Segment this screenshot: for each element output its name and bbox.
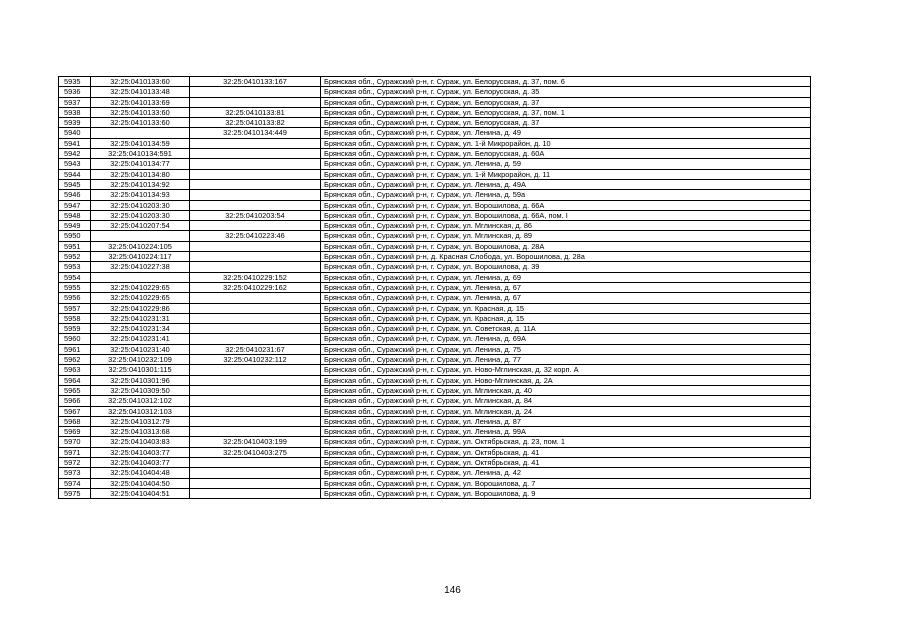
row-number-cell: 5954 (59, 272, 91, 282)
related-cadastral-number-cell: 32:25:0410133:82 (190, 118, 321, 128)
address-cell: Брянская обл., Суражский р-н, г. Сураж, ул. Ленина, д. 59а (321, 190, 811, 200)
address-cell: Брянская обл., Суражский р-н, г. Сураж, ул. Мглинская, д. 89 (321, 231, 811, 241)
table-row (59, 190, 811, 200)
related-cadastral-number-cell (190, 406, 321, 416)
table-row (59, 437, 811, 447)
related-cadastral-number-cell (190, 365, 321, 375)
row-number-cell: 5969 (59, 427, 91, 437)
registry-table (58, 76, 811, 499)
cadastral-number-cell (91, 128, 190, 138)
related-cadastral-number-cell: 32:25:0410229:162 (190, 282, 321, 292)
related-cadastral-number-cell (190, 478, 321, 488)
cadastral-number-cell: 32:25:0410224:117 (91, 252, 190, 262)
row-number-cell: 5940 (59, 128, 91, 138)
address-cell: Брянская обл., Суражский р-н, г. Сураж, ул. Ленина, д. 75 (321, 344, 811, 354)
row-number-cell: 5949 (59, 221, 91, 231)
related-cadastral-number-cell: 32:25:0410231:67 (190, 344, 321, 354)
table-row (59, 344, 811, 354)
related-cadastral-number-cell (190, 324, 321, 334)
related-cadastral-number-cell: 32:25:0410133:81 (190, 107, 321, 117)
address-cell: Брянская обл., Суражский р-н, г. Сураж, ул. 1-й Микрорайон, д. 10 (321, 138, 811, 148)
related-cadastral-number-cell (190, 488, 321, 498)
cadastral-number-cell: 32:25:0410312:103 (91, 406, 190, 416)
cadastral-number-cell: 32:25:0410203:30 (91, 210, 190, 220)
cadastral-number-cell: 32:25:0410134:93 (91, 190, 190, 200)
related-cadastral-number-cell (190, 457, 321, 467)
row-number-cell: 5973 (59, 468, 91, 478)
related-cadastral-number-cell (190, 375, 321, 385)
row-number-cell: 5957 (59, 303, 91, 313)
address-cell: Брянская обл., Суражский р-н, г. Сураж, ул. Ленина, д. 87 (321, 416, 811, 426)
cadastral-number-cell: 32:25:0410231:41 (91, 334, 190, 344)
address-cell: Брянская обл., Суражский р-н, г. Сураж, ул. Ново-Мглинская, д. 32 корп. А (321, 365, 811, 375)
address-cell: Брянская обл., Суражский р-н, г. Сураж, ул. Ленина, д. 67 (321, 282, 811, 292)
table-row (59, 210, 811, 220)
table-row (59, 272, 811, 282)
table-row (59, 406, 811, 416)
table-row (59, 396, 811, 406)
address-cell: Брянская обл., Суражский р-н, г. Сураж, ул. Ленина, д. 99А (321, 427, 811, 437)
address-cell: Брянская обл., Суражский р-н, г. Сураж, ул. Красная, д. 15 (321, 303, 811, 313)
row-number-cell: 5953 (59, 262, 91, 272)
related-cadastral-number-cell (190, 138, 321, 148)
related-cadastral-number-cell (190, 87, 321, 97)
table-row (59, 138, 811, 148)
address-cell: Брянская обл., Суражский р-н, г. Сураж, ул. Октябрьская, д. 41 (321, 447, 811, 457)
address-cell: Брянская обл., Суражский р-н, г. Сураж, ул. Ленина, д. 49А (321, 179, 811, 189)
cadastral-number-cell: 32:25:0410313:68 (91, 427, 190, 437)
related-cadastral-number-cell (190, 334, 321, 344)
row-number-cell: 5944 (59, 169, 91, 179)
table-row (59, 416, 811, 426)
address-cell: Брянская обл., Суражский р-н, г. Сураж, ул. Красная, д. 15 (321, 313, 811, 323)
table-row (59, 241, 811, 251)
cadastral-number-cell: 32:25:0410133:48 (91, 87, 190, 97)
cadastral-number-cell: 32:25:0410134:59 (91, 138, 190, 148)
cadastral-number-cell: 32:25:0410227:38 (91, 262, 190, 272)
row-number-cell: 5951 (59, 241, 91, 251)
cadastral-number-cell: 32:25:0410231:34 (91, 324, 190, 334)
table-row (59, 324, 811, 334)
address-cell: Брянская обл., Суражский р-н, г. Сураж, ул. Белорусская, д. 37 (321, 118, 811, 128)
related-cadastral-number-cell (190, 159, 321, 169)
address-cell: Брянская обл., Суражский р-н, г. Сураж, ул. Ленина, д. 42 (321, 468, 811, 478)
cadastral-number-cell: 32:25:0410309:50 (91, 385, 190, 395)
cadastral-number-cell: 32:25:0410301:96 (91, 375, 190, 385)
related-cadastral-number-cell (190, 179, 321, 189)
related-cadastral-number-cell: 32:25:0410232:112 (190, 355, 321, 365)
address-cell: Брянская обл., Суражский р-н, г. Сураж, ул. Белорусская, д. 35 (321, 87, 811, 97)
address-cell: Брянская обл., Суражский р-н, г. Сураж, ул. Ленина, д. 59 (321, 159, 811, 169)
table-row (59, 87, 811, 97)
table-row (59, 118, 811, 128)
table-row (59, 179, 811, 189)
cadastral-number-cell: 32:25:0410232:109 (91, 355, 190, 365)
row-number-cell: 5952 (59, 252, 91, 262)
related-cadastral-number-cell (190, 293, 321, 303)
row-number-cell: 5946 (59, 190, 91, 200)
related-cadastral-number-cell (190, 169, 321, 179)
address-cell: Брянская обл., Суражский р-н, д. Красная Слобода, ул. Ворошилова, д. 28а (321, 252, 811, 262)
cadastral-number-cell: 32:25:0410229:65 (91, 293, 190, 303)
row-number-cell: 5936 (59, 87, 91, 97)
table-row (59, 149, 811, 159)
related-cadastral-number-cell: 32:25:0410134:449 (190, 128, 321, 138)
related-cadastral-number-cell (190, 427, 321, 437)
cadastral-number-cell: 32:25:0410404:48 (91, 468, 190, 478)
table-row (59, 313, 811, 323)
cadastral-number-cell: 32:25:0410133:60 (91, 118, 190, 128)
table-row (59, 303, 811, 313)
cadastral-number-cell: 32:25:0410134:77 (91, 159, 190, 169)
cadastral-number-cell: 32:25:0410312:79 (91, 416, 190, 426)
related-cadastral-number-cell: 32:25:0410403:199 (190, 437, 321, 447)
related-cadastral-number-cell: 32:25:0410403:275 (190, 447, 321, 457)
address-cell: Брянская обл., Суражский р-н, г. Сураж, ул. Ново-Мглинская, д. 2А (321, 375, 811, 385)
related-cadastral-number-cell (190, 396, 321, 406)
row-number-cell: 5964 (59, 375, 91, 385)
row-number-cell: 5960 (59, 334, 91, 344)
address-cell: Брянская обл., Суражский р-н, г. Сураж, ул. Ворошилова, д. 9 (321, 488, 811, 498)
table-row (59, 159, 811, 169)
cadastral-number-cell: 32:25:0410133:60 (91, 77, 190, 87)
cadastral-number-cell: 32:25:0410404:51 (91, 488, 190, 498)
row-number-cell: 5961 (59, 344, 91, 354)
address-cell: Брянская обл., Суражский р-н, г. Сураж, ул. 1-й Микрорайон, д. 11 (321, 169, 811, 179)
cadastral-number-cell: 32:25:0410224:105 (91, 241, 190, 251)
table-row (59, 262, 811, 272)
address-cell: Брянская обл., Суражский р-н, г. Сураж, ул. Ленина, д. 67 (321, 293, 811, 303)
row-number-cell: 5965 (59, 385, 91, 395)
cadastral-number-cell: 32:25:0410133:60 (91, 107, 190, 117)
row-number-cell: 5942 (59, 149, 91, 159)
table-row (59, 468, 811, 478)
related-cadastral-number-cell (190, 416, 321, 426)
related-cadastral-number-cell (190, 262, 321, 272)
table-row (59, 478, 811, 488)
address-cell: Брянская обл., Суражский р-н, г. Сураж, ул. Ленина, д. 77 (321, 355, 811, 365)
table-row (59, 427, 811, 437)
table-row (59, 385, 811, 395)
row-number-cell: 5962 (59, 355, 91, 365)
related-cadastral-number-cell (190, 200, 321, 210)
related-cadastral-number-cell (190, 385, 321, 395)
related-cadastral-number-cell: 32:25:0410133:167 (190, 77, 321, 87)
cadastral-number-cell (91, 272, 190, 282)
table-row (59, 334, 811, 344)
address-cell: Брянская обл., Суражский р-н, г. Сураж, ул. Ворошилова, д. 66А (321, 200, 811, 210)
row-number-cell: 5974 (59, 478, 91, 488)
cadastral-number-cell: 32:25:0410403:77 (91, 447, 190, 457)
table-row (59, 355, 811, 365)
row-number-cell: 5959 (59, 324, 91, 334)
cadastral-number-cell: 32:25:0410231:31 (91, 313, 190, 323)
cadastral-number-cell: 32:25:0410134:80 (91, 169, 190, 179)
row-number-cell: 5948 (59, 210, 91, 220)
table-row (59, 488, 811, 498)
table-row (59, 77, 811, 87)
row-number-cell: 5945 (59, 179, 91, 189)
row-number-cell: 5947 (59, 200, 91, 210)
row-number-cell: 5938 (59, 107, 91, 117)
address-cell: Брянская обл., Суражский р-н, г. Сураж, ул. Белорусская, д. 37 (321, 97, 811, 107)
address-cell: Брянская обл., Суражский р-н, г. Сураж, ул. Октябрьская, д. 23, пом. 1 (321, 437, 811, 447)
table-row (59, 97, 811, 107)
cadastral-number-cell: 32:25:0410312:102 (91, 396, 190, 406)
address-cell: Брянская обл., Суражский р-н, г. Сураж, ул. Ворошилова, д. 7 (321, 478, 811, 488)
address-cell: Брянская обл., Суражский р-н, г. Сураж, ул. Мглинская, д. 24 (321, 406, 811, 416)
related-cadastral-number-cell (190, 303, 321, 313)
row-number-cell: 5975 (59, 488, 91, 498)
table-row (59, 128, 811, 138)
table-row (59, 457, 811, 467)
cadastral-number-cell: 32:25:0410301:115 (91, 365, 190, 375)
address-cell: Брянская обл., Суражский р-н, г. Сураж, ул. Мглинская, д. 40 (321, 385, 811, 395)
row-number-cell: 5935 (59, 77, 91, 87)
row-number-cell: 5963 (59, 365, 91, 375)
related-cadastral-number-cell (190, 149, 321, 159)
address-cell: Брянская обл., Суражский р-н, г. Сураж, ул. Белорусская, д. 60А (321, 149, 811, 159)
row-number-cell: 5937 (59, 97, 91, 107)
cadastral-number-cell (91, 231, 190, 241)
address-cell: Брянская обл., Суражский р-н, г. Сураж, ул. Ворошилова, д. 28А (321, 241, 811, 251)
related-cadastral-number-cell (190, 313, 321, 323)
cadastral-number-cell: 32:25:0410134:591 (91, 149, 190, 159)
address-cell: Брянская обл., Суражский р-н, г. Сураж, ул. Мглинская, д. 84 (321, 396, 811, 406)
row-number-cell: 5956 (59, 293, 91, 303)
related-cadastral-number-cell (190, 97, 321, 107)
cadastral-number-cell: 32:25:0410134:92 (91, 179, 190, 189)
row-number-cell: 5972 (59, 457, 91, 467)
address-cell: Брянская обл., Суражский р-н, г. Сураж, ул. Белорусская, д. 37, пом. 1 (321, 107, 811, 117)
related-cadastral-number-cell (190, 221, 321, 231)
registry-table-body (59, 77, 811, 499)
row-number-cell: 5971 (59, 447, 91, 457)
address-cell: Брянская обл., Суражский р-н, г. Сураж, ул. Ленина, д. 69 (321, 272, 811, 282)
table-row (59, 282, 811, 292)
cadastral-number-cell: 32:25:0410404:50 (91, 478, 190, 488)
table-row (59, 107, 811, 117)
address-cell: Брянская обл., Суражский р-н, г. Сураж, ул. Мглинская, д. 86 (321, 221, 811, 231)
row-number-cell: 5950 (59, 231, 91, 241)
table-row (59, 447, 811, 457)
related-cadastral-number-cell (190, 241, 321, 251)
cadastral-number-cell: 32:25:0410229:86 (91, 303, 190, 313)
related-cadastral-number-cell: 32:25:0410203:54 (190, 210, 321, 220)
table-row (59, 200, 811, 210)
row-number-cell: 5970 (59, 437, 91, 447)
cadastral-number-cell: 32:25:0410229:65 (91, 282, 190, 292)
row-number-cell: 5967 (59, 406, 91, 416)
cadastral-number-cell: 32:25:0410403:83 (91, 437, 190, 447)
address-cell: Брянская обл., Суражский р-н, г. Сураж, ул. Ворошилова, д. 39 (321, 262, 811, 272)
cadastral-number-cell: 32:25:0410203:30 (91, 200, 190, 210)
address-cell: Брянская обл., Суражский р-н, г. Сураж, ул. Советская, д. 11А (321, 324, 811, 334)
page-number: 146 (444, 585, 461, 596)
row-number-cell: 5939 (59, 118, 91, 128)
address-cell: Брянская обл., Суражский р-н, г. Сураж, ул. Белорусская, д. 37, пом. 6 (321, 77, 811, 87)
address-cell: Брянская обл., Суражский р-н, г. Сураж, ул. Ворошилова, д. 66А, пом. I (321, 210, 811, 220)
cadastral-number-cell: 32:25:0410231:40 (91, 344, 190, 354)
row-number-cell: 5966 (59, 396, 91, 406)
row-number-cell: 5958 (59, 313, 91, 323)
row-number-cell: 5955 (59, 282, 91, 292)
address-cell: Брянская обл., Суражский р-н, г. Сураж, ул. Октябрьская, д. 41 (321, 457, 811, 467)
related-cadastral-number-cell (190, 252, 321, 262)
related-cadastral-number-cell (190, 468, 321, 478)
table-row (59, 221, 811, 231)
address-cell: Брянская обл., Суражский р-н, г. Сураж, ул. Ленина, д. 69А (321, 334, 811, 344)
table-row (59, 365, 811, 375)
row-number-cell: 5941 (59, 138, 91, 148)
table-row (59, 252, 811, 262)
related-cadastral-number-cell: 32:25:0410223:46 (190, 231, 321, 241)
related-cadastral-number-cell: 32:25:0410229:152 (190, 272, 321, 282)
table-row (59, 375, 811, 385)
row-number-cell: 5968 (59, 416, 91, 426)
row-number-cell: 5943 (59, 159, 91, 169)
table-row (59, 293, 811, 303)
address-cell: Брянская обл., Суражский р-н, г. Сураж, ул. Ленина, д. 49 (321, 128, 811, 138)
cadastral-number-cell: 32:25:0410133:69 (91, 97, 190, 107)
table-row (59, 169, 811, 179)
related-cadastral-number-cell (190, 190, 321, 200)
table-row (59, 231, 811, 241)
cadastral-number-cell: 32:25:0410403:77 (91, 457, 190, 467)
cadastral-number-cell: 32:25:0410207:54 (91, 221, 190, 231)
